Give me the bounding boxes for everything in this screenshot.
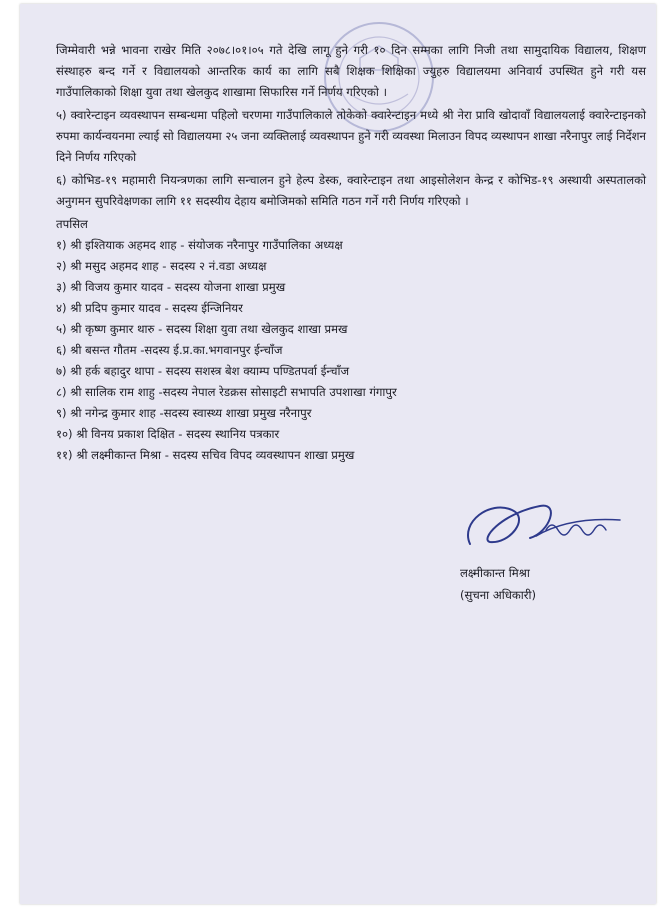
decision-5: ५) क्वारेन्टाइन व्यवस्थापन सम्बन्धमा पहिलो चरणमा गाउँपालिकाले तोकेको क्वारेन्टाइन मध्ये श्री नेरा प्रावि खोदावाँ विद्यालयलाई क्वारेन्टाइनको रुपमा कार्यन्वयनमा ल्याई सो विद्यालयमा २५ जना व्यक्तिलाई व्यवस्थापन हुने गरी व्यवस्था मिलाउन विपद व्यस्थापन शाखा नरैनापुर लाई निर्देशन दिने निर्णय गरिएको (56, 108, 646, 164)
committee-members-list (56, 235, 646, 466)
committee-member: ९) श्री नगेन्द्र कुमार शाह -सदस्य स्वास्थ्य शाखा प्रमुख नरैनापुर (56, 406, 312, 420)
document-body (56, 40, 646, 466)
signer-block (460, 562, 536, 606)
committee-member: ३) श्री विजय कुमार यादव - सदस्य योजना शाखा प्रमुख (56, 280, 286, 294)
committee-member: ८) श्री सालिक राम शाहु -सदस्य नेपाल रेडक्रस सोसाइटी सभापति उपशाखा गंगापुर (56, 385, 397, 399)
committee-member: ११) श्री लक्ष्मीकान्त मिश्रा - सदस्य सचिव विपद व्यवस्थापन शाखा प्रमुख (56, 448, 355, 462)
signer-name: लक्ष्मीकान्त मिश्रा (460, 566, 530, 580)
committee-member: १) श्री इश्तियाक अहमद शाह - संयोजक नरैनापुर गाउँपालिका अध्यक्ष (56, 238, 343, 252)
committee-member: १०) श्री विनय प्रकाश दिक्षित - सदस्य स्थानिय पत्रकार (56, 427, 280, 441)
committee-member: ५) श्री कृष्ण कुमार थारु - सदस्य शिक्षा युवा तथा खेलकुद शाखा प्रमख (56, 322, 348, 336)
committee-member: ७) श्री हर्क बहादुर थापा - सदस्य सशस्त्र बेश क्याम्प पण्डितपर्वा ईन्चाँज (56, 364, 350, 378)
handwritten-signature (450, 492, 640, 562)
document-page (20, 4, 656, 904)
committee-member: ४) श्री प्रदिप कुमार यादव - सदस्य ईन्जिनियर (56, 301, 243, 315)
committee-member: ६) श्री बसन्त गौतम -सदस्य ई.प्र.का.भगवानपुर ईन्चाँज (56, 343, 283, 357)
committee-member: २) श्री मसुद अहमद शाह - सदस्य २ नं.वडा अध्यक्ष (56, 259, 267, 273)
list-heading: तपसिल (56, 217, 88, 231)
decision-6: ६) कोभिड-१९ महामारी नियन्त्रणका लागि सन्चालन हुने हेल्प डेस्क, क्वारेन्टाइन तथा आइसोलेशन केन्द्र र कोभिड-१९ अस्थायी अस्पतालको अनुगमन सुपरिवेक्षणका लागि ११ सदस्यीय देहाय बमोजिमको समिति गठन गर्ने गरी निर्णय गरिएको । (56, 173, 646, 208)
decision-continuation: जिम्मेवारी भन्ने भावना राखेर मिति २०७८।०१।०५ गते देखि लागू हुने गरी १० दिन सम्मका लागि निजी तथा सामुदायिक विद्यालय, शिक्षण संस्थाहरु बन्द गर्ने र विद्यालयको आन्तरिक कार्य का लागि सबै शिक्षक शिक्षिका ज्युहरु विद्यालयमा अनिवार्य उपस्थित हुने गरी यस गाउँपालिकाको शिक्षा युवा तथा खेलकुद शाखामा सिफारिस गर्ने निर्णय गरिएको । (56, 43, 646, 99)
signer-title: (सुचना अधिकारी) (460, 588, 537, 602)
